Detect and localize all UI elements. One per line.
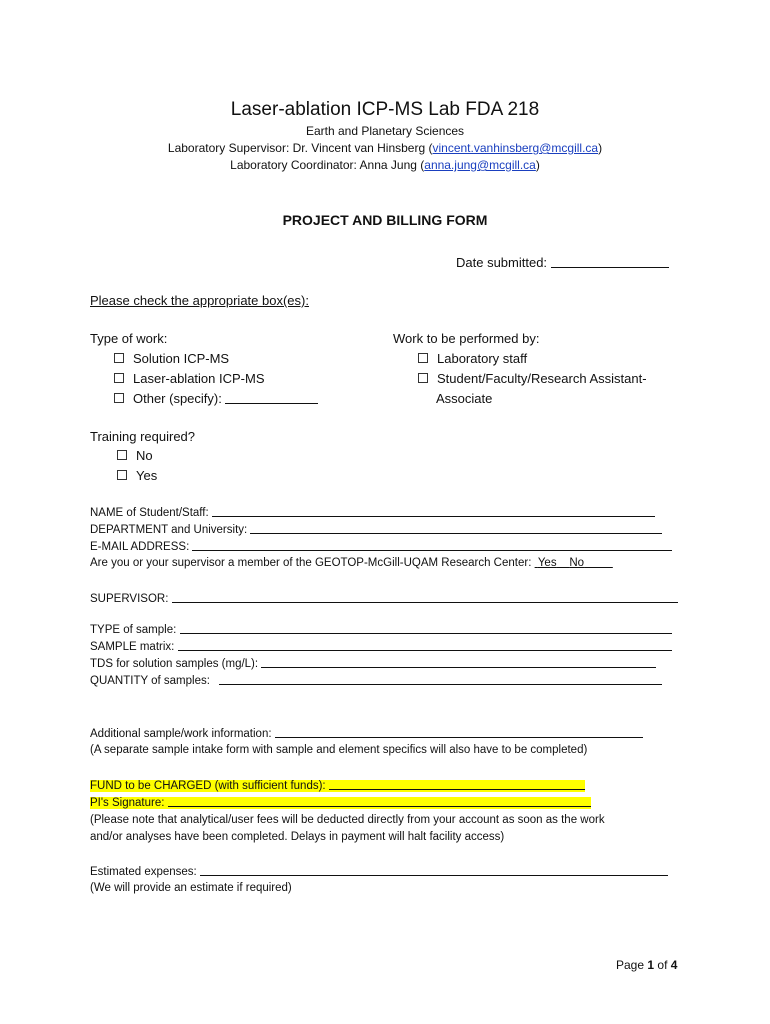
- geotop-answer[interactable]: [535, 557, 613, 569]
- training-option-yes-label: Yes: [136, 468, 158, 483]
- type-sample-row: [90, 623, 672, 636]
- supervisor-row: [90, 592, 678, 605]
- quantity-row: [90, 674, 662, 687]
- geotop-row: [90, 557, 613, 569]
- department-line: Earth and Planetary Sciences: [305, 124, 465, 138]
- checkbox-icon[interactable]: [117, 470, 127, 480]
- date-submitted-row: [456, 255, 669, 270]
- performed-option-student-cont: Associate: [436, 391, 493, 406]
- name-row: [90, 506, 655, 519]
- coordinator-line: [0, 158, 770, 172]
- performed-option-student-label: Student/Faculty/Research Assistant-: [437, 371, 647, 386]
- training-option-yes[interactable]: [117, 468, 157, 483]
- performed-option-student[interactable]: [418, 371, 647, 386]
- quantity-label: QUANTITY of samples:: [90, 675, 210, 687]
- email-label: E-MAIL ADDRESS:: [90, 541, 190, 553]
- estimated-label: Estimated expenses:: [90, 866, 197, 878]
- sample-matrix-field[interactable]: [178, 640, 672, 651]
- type-of-work-label: Type of work:: [90, 331, 168, 346]
- coordinator-close: ): [535, 158, 540, 172]
- department-field[interactable]: [250, 523, 662, 534]
- training-label: Training required?: [90, 429, 196, 444]
- geotop-yes[interactable]: Yes: [537, 557, 557, 569]
- coordinator-text: Laboratory Coordinator: Anna Jung (: [230, 158, 425, 172]
- department-label: DEPARTMENT and University:: [90, 524, 248, 536]
- type-option-solution-label: Solution ICP-MS: [133, 351, 230, 366]
- geotop-label: Are you or your supervisor a member of the GEOTOP-McGill-UQAM Research Center:: [90, 557, 532, 569]
- fund-row: [90, 779, 585, 792]
- performed-by-label: Work to be performed by:: [393, 331, 540, 346]
- name-label: NAME of Student/Staff:: [90, 507, 209, 519]
- estimated-field[interactable]: [200, 865, 668, 876]
- name-field[interactable]: [212, 506, 655, 517]
- additional-field[interactable]: [275, 727, 643, 738]
- training-option-no[interactable]: [117, 448, 153, 463]
- sample-matrix-label: SAMPLE matrix:: [90, 641, 175, 653]
- payment-note-line1: (Please note that analytical/user fees will be deducted directly from your account as soon as the work: [90, 814, 605, 826]
- supervisor-text: Laboratory Supervisor: Dr. Vincent van Hinsberg (: [167, 141, 433, 155]
- supervisor-field[interactable]: [172, 592, 678, 603]
- fund-highlight: [90, 780, 585, 792]
- fund-label: FUND to be CHARGED (with sufficient funds):: [90, 780, 326, 792]
- type-option-other[interactable]: [114, 391, 318, 406]
- other-specify-field[interactable]: [225, 393, 318, 404]
- lab-title: Laser-ablation ICP-MS Lab FDA 218: [230, 99, 540, 120]
- checkbox-icon[interactable]: [117, 450, 127, 460]
- supervisor-close: ): [598, 141, 603, 155]
- pi-signature-label: PI's Signature:: [90, 797, 165, 809]
- page-word: Page: [616, 958, 645, 972]
- type-option-laser[interactable]: [114, 371, 265, 386]
- type-option-other-label: Other (specify):: [133, 391, 222, 406]
- supervisor-label: SUPERVISOR:: [90, 593, 169, 605]
- tds-row: [90, 657, 656, 670]
- additional-label: Additional sample/work information:: [90, 728, 272, 740]
- page-total: 4: [670, 958, 678, 972]
- training-option-no-label: No: [136, 448, 153, 463]
- checkbox-icon[interactable]: [114, 353, 124, 363]
- pi-signature-highlight: [90, 797, 591, 809]
- date-submitted-label: Date submitted:: [456, 255, 548, 270]
- type-option-solution[interactable]: [114, 351, 229, 366]
- email-field[interactable]: [192, 540, 672, 551]
- type-sample-label: TYPE of sample:: [90, 624, 177, 636]
- sample-matrix-row: [90, 640, 672, 653]
- geotop-no[interactable]: No: [569, 557, 585, 569]
- tds-label: TDS for solution samples (mg/L):: [90, 658, 259, 670]
- form-title: PROJECT AND BILLING FORM: [282, 212, 488, 228]
- performed-option-staff[interactable]: [418, 351, 527, 366]
- checkbox-icon[interactable]: [114, 373, 124, 383]
- checkbox-icon[interactable]: [418, 353, 428, 363]
- supervisor-email-link[interactable]: vincent.vanhinsberg@mcgill.ca: [432, 141, 599, 155]
- tds-field[interactable]: [261, 657, 656, 668]
- payment-note-line2: and/or analyses have been completed. Delays in payment will halt facility access): [90, 831, 505, 843]
- checkbox-icon[interactable]: [114, 393, 124, 403]
- instruction-text: Please check the appropriate box(es):: [90, 293, 309, 308]
- checkbox-icon[interactable]: [418, 373, 428, 383]
- pi-signature-field[interactable]: [168, 796, 591, 807]
- supervisor-line: [0, 141, 770, 155]
- performed-option-staff-label: Laboratory staff: [437, 351, 528, 366]
- of-word: of: [657, 958, 668, 972]
- additional-row: [90, 727, 643, 740]
- pi-signature-row: [90, 796, 591, 809]
- email-row: [90, 540, 672, 553]
- quantity-field[interactable]: [219, 674, 662, 685]
- estimated-note: (We will provide an estimate if required): [90, 882, 292, 894]
- date-submitted-field[interactable]: [551, 257, 669, 268]
- fund-field[interactable]: [329, 779, 585, 790]
- page-number: [616, 958, 677, 972]
- coordinator-email-link[interactable]: anna.jung@mcgill.ca: [424, 158, 536, 172]
- page-current: 1: [647, 958, 655, 972]
- type-option-laser-label: Laser-ablation ICP-MS: [133, 371, 265, 386]
- department-row: [90, 523, 662, 536]
- estimated-row: [90, 865, 668, 878]
- type-sample-field[interactable]: [180, 623, 672, 634]
- additional-note: (A separate sample intake form with sample and element specifics will also have to be completed): [90, 744, 588, 756]
